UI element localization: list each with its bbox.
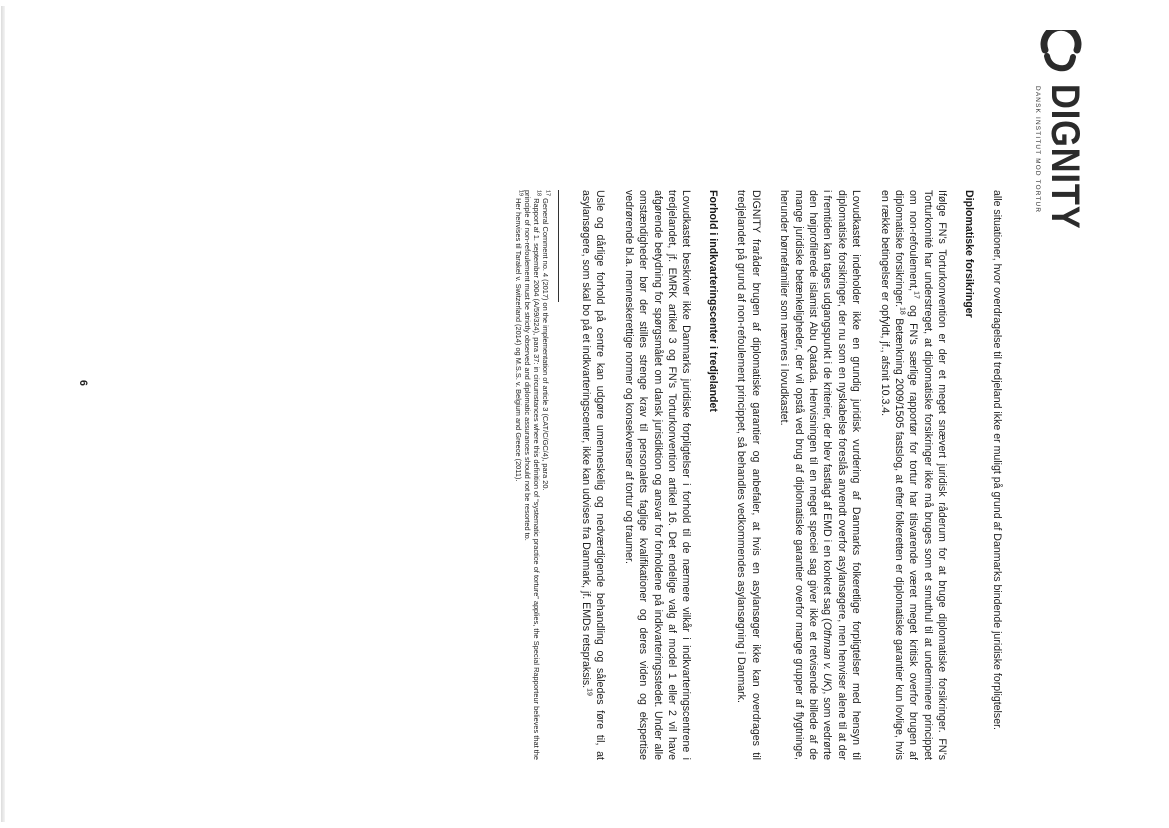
logo-wordmark: DIGNITY (1043, 84, 1087, 230)
footnote-ref-17[interactable]: 17 (912, 291, 920, 299)
case-name: Othman v. UK (821, 621, 834, 688)
footnote-ref-19[interactable]: 19 (585, 688, 593, 696)
text-run: og FN’s særlige rapportør for tortur har tilsvarende været meget kritisk overfor brugen af diplomatiske forsikringer. (892, 190, 920, 761)
paragraph-dignity-anbefaling: DIGNITY fraråder brugen af diplomatiske garantier og anbefaler, at hvis en asylansøger ikke kan overdrages til tredjelandet på grund af non-refoulement princippet, så behandles vedkommendes asylansøgning i Danmark. (735, 190, 762, 760)
footnote-text: Her henvises til Tarakel v. Switzerland (2014) og M.S.S. v. Belgium and Greece (2011). (513, 196, 523, 482)
paragraph-usle-forhold (579, 190, 608, 760)
heading-forhold-indkvarteringscenter: Forhold i indkvarteringscenter i tredjelandet (706, 190, 719, 412)
paragraph-lovudkastet-vilkaar: Lovudkastet beskriver ikke Danmarks juridiske forpligtelser i forhold til de nærmere vilkår i indkvarteringscentrene i tredjelandet, jf. EMRK artikel 3 og FN’s Torturkonvention artikel 16. Det endelige valg af model 1 eller 2 vil have afgørende betydning for spørgsmålet om dansk jurisdiktion og ansvar for forholdene på indkvarteringsstedet. Under alle omstændigheder bør der stilles strenge krav til personalets faglige kvalifikationer og deres viden og ekspertise vedrørende bl.a. menneskerettige normer og konsekvenser af tortur og traumer. (622, 190, 693, 760)
footnote-separator (558, 190, 559, 302)
footnote-number: 19 (517, 190, 524, 197)
footnote-ref-18[interactable]: 18 (898, 307, 906, 315)
text-run: Betænkning 2009/1505 fastslog, at efter folkeretten er diplomatiske garantier kun lovlige, hvis en række betingelser er opfyldt, jf., afsnit 10.3.4. (878, 190, 905, 761)
heading-diplomatiske-forsikringer: Diplomatiske forsikringer (962, 190, 975, 318)
footnote-text: General Comment no. 4 (2017) on the implementation of article 3 (CAT/C/GC/4), para 20. (540, 196, 550, 491)
text-run: Usle og dårlige forhold på centre kan udgøre umenneskelig og nedværdigende behandling og således føre til, at asylansøgere, som skal bo på et indkvarteringscenter, ikke kan udvises fra Danmark, jf. EMDs retspraksis. (580, 190, 607, 760)
paragraph-lovudkastet-forsikringer (777, 190, 863, 760)
scan-edge-shadow (1, 6, 5, 822)
logo-tagline: DANSK INSTITUT MOD TORTUR (1034, 86, 1041, 214)
footnote-text: Rapport af 1. september 2004 (A/59/324), para 37: in circumstances where this definition of “systematic practice of torture” applies, the Special Rapporteur believes that the principle of non-refoulement must be strictly observed and diplomatic assurances should not be resorted to. (522, 190, 541, 760)
footnote-19 (514, 190, 523, 760)
paragraph-torturkonvention (877, 190, 949, 760)
footnote-number: 17 (544, 190, 551, 197)
footnote-17 (541, 190, 550, 760)
footnotes (514, 190, 550, 760)
footnote-number: 18 (535, 190, 542, 197)
page-number: 6 (77, 380, 89, 386)
dignity-logo (1033, 30, 1087, 230)
footnote-18 (523, 190, 541, 760)
text-run: Ifølge FN’s Torturkonvention er der et meget snævert juridisk råderum for at bruge diplomatiske forsikringer. FN’s Torturkomité har understreget, at diplomatiske forsikringer ikke må bruges som et smuthul til at underminere princippet om non-refoulement, (907, 190, 949, 760)
intro-paragraph: alle situationer, hvor overdragelse til tredjeland ikke er muligt på grund af Danmarks bindende juridiske forpligtelser. (991, 190, 1003, 730)
page-content (514, 190, 1004, 760)
dignity-logo-icon (1039, 30, 1083, 76)
text-run: ), som vedrørte den højprofilerede islamist Abu Qatada. Henvisningen til en meget speciel sag giver ikke et retvisende billede af de mange juridiske betænkeligheder, der vil opstå ved brug af diplomatiske garantier overfor mange grupper af flygtninge, herunder børnefamilier som nævnes i lovudkastet. (778, 190, 834, 760)
text-run: Lovudkastet indeholder ikke en grundig juridisk vurdering af Danmarks folkeretlige forpligtelser med hensyn til diplomatiske forsikringer, der nu som en nyskabelse foreslås anvendt overfor asylansøgere, men henviser alene til at der i fremtiden kan tages udgangspunkt i de kriterier, der blev fastlagt af EMD i en konkret sag ( (821, 190, 863, 760)
